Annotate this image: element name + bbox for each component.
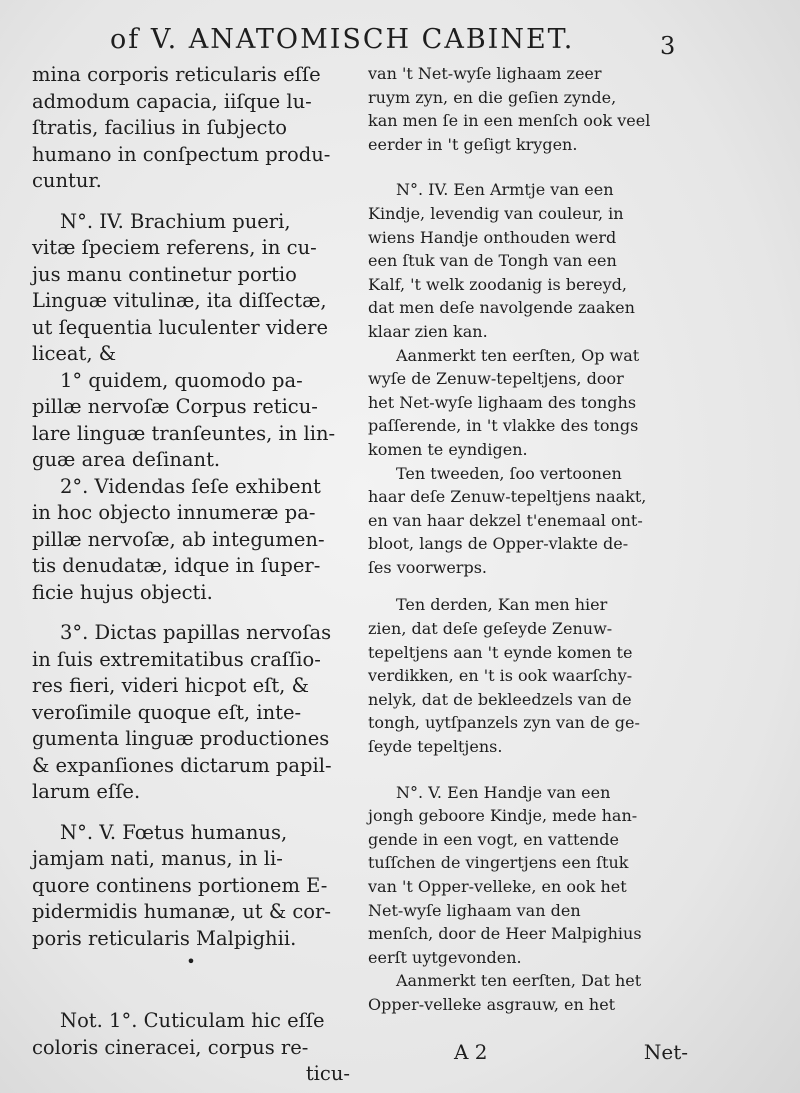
text-line: nelyk, dat de bekleedzels van de — [368, 689, 632, 709]
text-line: ſtratis, facilius in ſubjecto — [32, 116, 288, 139]
text-line: poris reticularis Malpighii. — [32, 926, 297, 950]
paragraph — [368, 781, 688, 970]
page-number: 3 — [660, 32, 676, 60]
text-line: paſſerende, in 't vlakke des tongs — [368, 416, 639, 436]
text-line: admodum capacia, iiſque lu- — [32, 89, 312, 113]
dutch-column — [368, 62, 688, 1017]
text-line: eerder in 't geſigt krygen. — [368, 134, 578, 154]
ornament: • — [186, 952, 196, 971]
text-line: lare linguæ tranſeuntes, in lin- — [32, 421, 336, 445]
text-line: 2°. Videndas ſeſe exhibent — [60, 474, 321, 498]
text-line: klaar zien kan. — [368, 321, 488, 341]
text-line: tis denudatæ, idque in ſuper- — [32, 554, 321, 577]
text-line: ficie hujus objecti. — [32, 580, 213, 604]
text-line: in ſuis extremitatibus craſſio- — [32, 647, 321, 671]
text-line: Opper-velleke asgrauw, en het — [368, 994, 616, 1014]
paragraph — [32, 820, 350, 953]
paragraph — [368, 178, 688, 343]
text-line: tuſſchen de vingertjens een ſtuk — [368, 853, 629, 873]
paragraph — [32, 620, 350, 806]
text-line: Net-wyſe lighaam van den — [368, 900, 581, 920]
text-line: gende in een vogt, en vattende — [368, 829, 619, 849]
paragraph — [368, 969, 688, 1016]
text-line: Not. 1°. Cuticulam hic eſſe — [60, 1009, 325, 1032]
catchword: Net- — [643, 1040, 688, 1064]
text-line: haar deſe Zenuw-tepeltjens naakt, — [368, 487, 647, 507]
paragraph — [368, 62, 688, 156]
text-line: 3°. Dictas papillas nervoſas — [60, 621, 332, 644]
text-line: van 't Net-wyſe lighaam zeer — [368, 64, 602, 83]
text-line: wiens Handje onthouden werd — [368, 227, 617, 247]
text-line: & expanſiones dictarum papil- — [32, 753, 332, 777]
paragraph — [368, 593, 688, 758]
text-line: vitæ ſpeciem referens, in cu- — [32, 236, 317, 259]
text-line: bloot, langs de Opper-vlakte de- — [368, 534, 629, 554]
text-line: Aanmerkt ten eerſten, Op wat — [396, 345, 640, 365]
text-line: Kalf, 't welk zoodanig is bereyd, — [368, 274, 627, 294]
text-line: 1° quidem, quomodo pa- — [60, 368, 303, 392]
text-line: pillæ nervoſæ, ab integumen- — [32, 527, 325, 551]
signature-mark: A 2 — [454, 1040, 488, 1064]
text-line: tepeltjens aan 't eynde komen te — [368, 642, 633, 662]
text-line: jamjam nati, manus, in li- — [32, 847, 283, 870]
paragraph — [368, 344, 688, 462]
text-line: pidermidis humanæ, ut & cor- — [32, 900, 331, 923]
paragraph — [32, 209, 350, 368]
text-line: ut ſequentia luculenter videre — [32, 315, 329, 339]
text-line: Linguæ vitulinæ, ita diſſectæ, — [32, 289, 327, 312]
text-line: van 't Opper-velleke, en ook het — [368, 877, 627, 896]
text-line: pillæ nervoſæ Corpus reticu- — [32, 395, 318, 418]
text-line: kan men ſe in een menſch ook veel — [368, 111, 651, 131]
text-line: het Net-wyſe lighaam des tonghs — [368, 392, 637, 412]
paragraph — [32, 1008, 350, 1088]
text-line: N°. IV. Brachium pueri, — [60, 209, 291, 233]
text-line: quore continens portionem E- — [32, 873, 328, 897]
paragraph — [32, 474, 350, 607]
text-line: Aanmerkt ten eerſten, Dat het — [396, 971, 642, 991]
text-line: Ten tweeden, ſoo vertoonen — [396, 463, 622, 483]
text-line: gumenta linguæ productiones — [32, 727, 330, 750]
text-line: Kindje, levendig van couleur, in — [368, 203, 624, 223]
running-head: of V. ANATOMISCH CABINET. — [110, 24, 575, 55]
text-line: in hoc objecto innumeræ pa- — [32, 501, 316, 524]
text-line: Ten derden, Kan men hier — [396, 595, 608, 615]
text-line: verdikken, en 't is ook waarſchy- — [368, 666, 633, 686]
text-line: ſes voorwerps. — [368, 557, 487, 577]
text-line: coloris cineracei, corpus re- — [32, 1035, 309, 1059]
text-line: en van haar dekzel t'enemaal ont- — [368, 510, 643, 530]
text-line: eerſt uytgevonden. — [368, 947, 522, 967]
text-line: jus manu continetur portio — [32, 262, 297, 286]
text-line: liceat, & — [32, 342, 117, 365]
text-line: ticu- — [305, 1062, 350, 1085]
text-line: tongh, uytſpanzels zyn van de ge- — [368, 713, 640, 733]
text-line: veroſimile quoque eſt, inte- — [32, 700, 302, 724]
latin-column — [32, 62, 350, 1088]
paragraph — [32, 62, 350, 195]
text-line: larum eſſe. — [32, 780, 141, 803]
text-line: dat men deſe navolgende zaaken — [368, 298, 635, 318]
text-line: N°. V. Fœtus humanus, — [60, 820, 288, 844]
text-line: humano in conſpectum produ- — [32, 142, 331, 166]
text-line: wyſe de Zenuw-tepeltjens, door — [368, 369, 624, 389]
text-line: guæ area deſinant. — [32, 448, 221, 471]
paragraph — [368, 462, 688, 580]
text-line: menſch, door de Heer Malpighius — [368, 924, 642, 944]
text-line: ruym zyn, en die geſien zynde, — [368, 87, 617, 107]
paragraph — [32, 368, 350, 474]
text-line: jongh geboore Kindje, mede han- — [368, 806, 638, 826]
text-line: mina corporis reticularis eſſe — [32, 63, 321, 86]
text-line: res fieri, videri hicpot eſt, & — [32, 674, 309, 697]
text-line: cuntur. — [32, 169, 102, 192]
text-line: ſeyde tepeltjens. — [368, 737, 503, 757]
text-line: komen te eyndigen. — [368, 439, 528, 459]
text-line: zien, dat deſe geſeyde Zenuw- — [368, 619, 613, 639]
text-line: een ſtuk van de Tongh van een — [368, 251, 617, 271]
text-line: N°. IV. Een Armtje van een — [396, 180, 614, 200]
text-line: N°. V. Een Handje van een — [396, 782, 611, 802]
